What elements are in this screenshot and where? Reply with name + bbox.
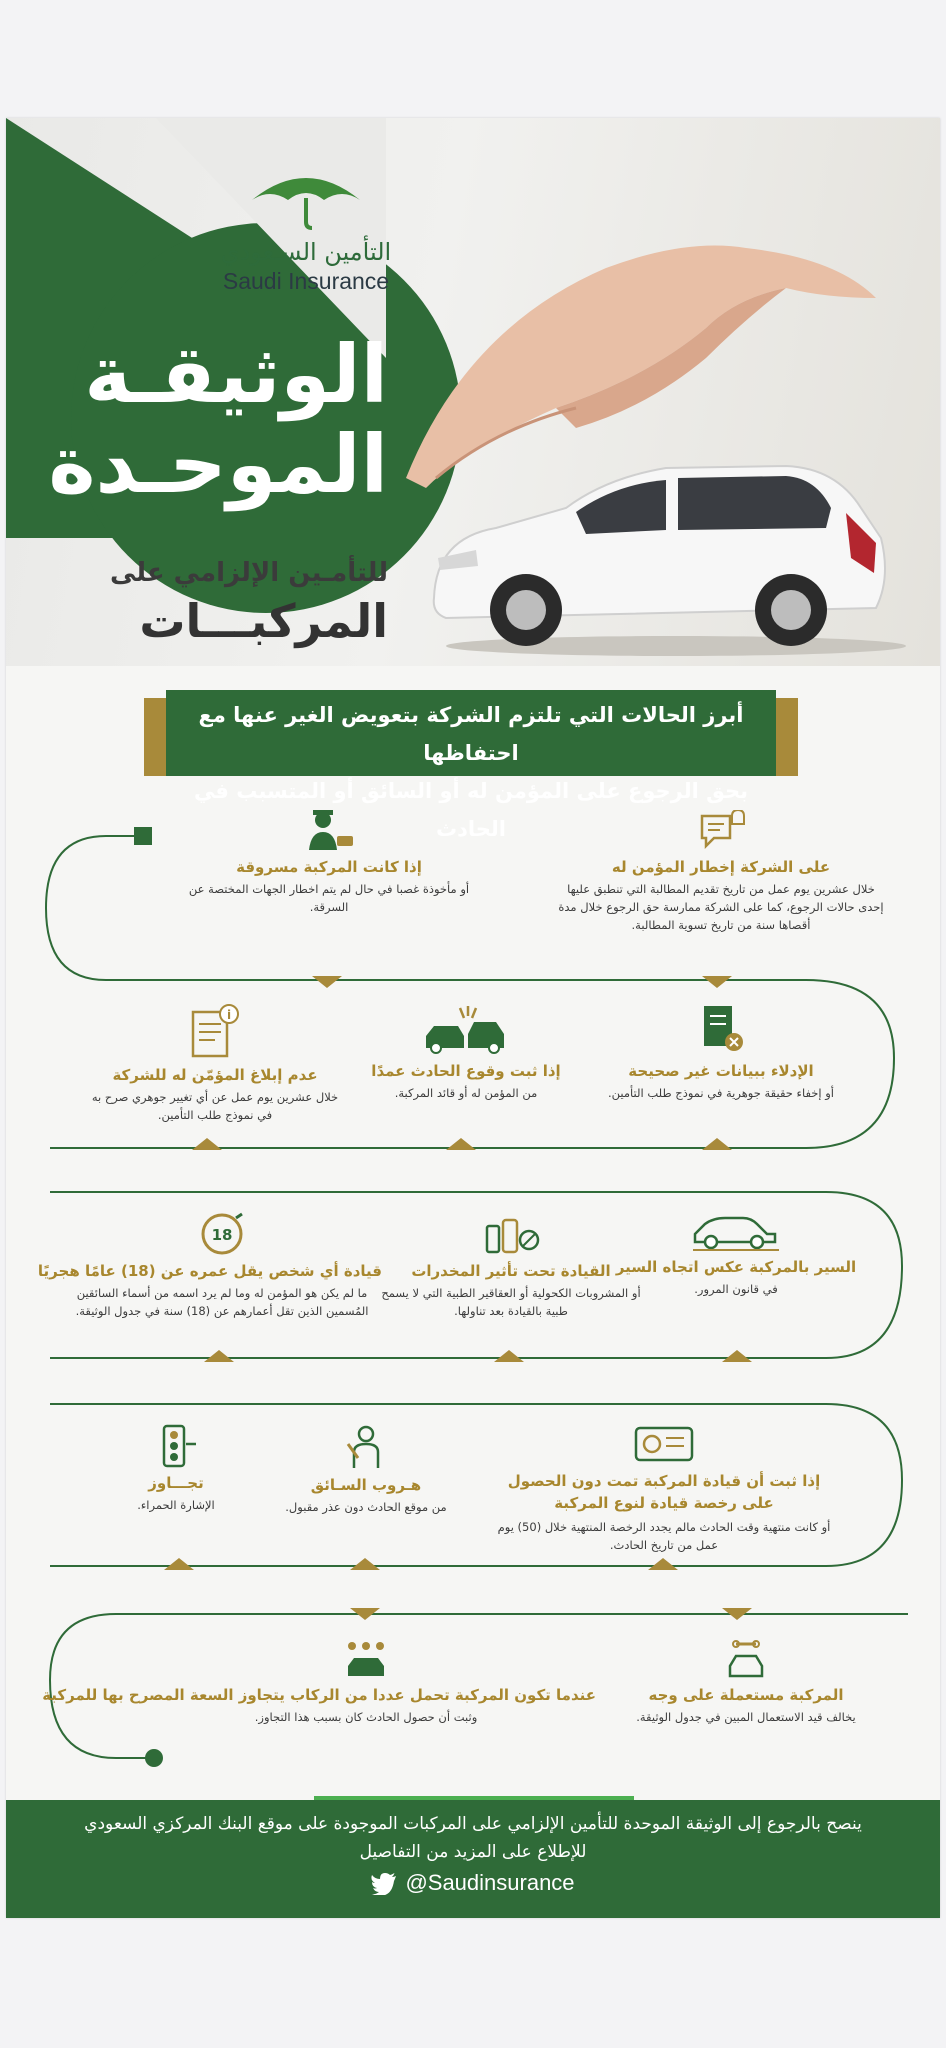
infographic-sheet — [6, 118, 940, 1918]
license-card-icon — [634, 1424, 694, 1464]
case-description: وثبت أن حصول الحادث كان بسبب هذا التجاوز. — [254, 1710, 478, 1724]
footer — [6, 1800, 940, 1918]
case-description: الإشارة الحمراء. — [137, 1498, 215, 1512]
hero-title-line1: الوثيقـة — [84, 328, 388, 421]
twitter-handle-text: @Saudinsurance — [405, 1870, 575, 1895]
case-hit-and-run — [266, 1424, 466, 1516]
case-title: إذا كانت المركبة مسروقة — [236, 858, 422, 876]
case-description: ما لم يكن هو المؤمن له وما لم يرد اسمه من أسماء السائقين المُسمين الذين تقل أعمارهم عن (18) سنة في جدول الوثيقة. — [75, 1286, 369, 1318]
case-description: أو مأخوذة غصبا في حال لم يتم اخطار الجهات المختصة عن السرقة. — [188, 882, 470, 914]
case-description: خلال عشرين يوم عمل عن أي تغيير جوهري صرح به في نموذج طلب التأمين. — [91, 1090, 339, 1122]
timeline-arrow — [312, 976, 342, 988]
notification-icon — [696, 810, 746, 852]
timeline-arrow — [702, 1138, 732, 1150]
case-overloaded — [42, 1640, 596, 1726]
hero-title-line2: الموحـدة — [48, 418, 388, 511]
case-title: الإدلاء ببيانات غير صحيحة — [628, 1062, 814, 1080]
case-description: من المؤمن له أو قائد المركبة. — [394, 1086, 538, 1100]
traffic-light-icon — [154, 1424, 198, 1468]
case-description: أو إخفاء حقيقة جوهرية في نموذج طلب التأمين. — [608, 1086, 834, 1100]
case-title: إذا ثبت وقوع الحادث عمدًا — [371, 1062, 561, 1080]
case-description: أو المشروبات الكحولية أو العقاقير الطبية التي لا يسمح طبية بالقيادة بعد تناولها. — [381, 1286, 641, 1318]
case-title: المركبة مستعملة على وجه — [648, 1686, 844, 1704]
case-red-light — [106, 1424, 246, 1514]
age-18-icon — [200, 1212, 244, 1256]
timeline-arrow — [722, 1350, 752, 1362]
case-description: في قانون المرور. — [694, 1282, 778, 1296]
case-title: قيادة أي شخص يقل عمره عن (18) عامًا هجريًا — [37, 1262, 382, 1280]
drugs-icon — [481, 1212, 541, 1256]
svg-text:i: i — [226, 1008, 232, 1022]
case-title: على الشركة إخطار المؤمن له — [611, 858, 831, 876]
case-title: هـروب السـائق — [310, 1476, 422, 1494]
timeline-arrow — [722, 1608, 752, 1620]
case-misuse — [626, 1640, 866, 1726]
driver-escape-icon — [344, 1424, 388, 1470]
timeline-arrow — [446, 1138, 476, 1150]
case-title: القيادة تحت تأثير المخدرات — [411, 1262, 611, 1280]
passengers-car-icon — [342, 1640, 390, 1680]
section-title-line1: أبرز الحالات التي تلتزم الشركة بتعويض الغير عنها مع احتفاظها — [198, 703, 744, 765]
twitter-handle[interactable] — [6, 1870, 940, 1896]
hero-subtitle-line2: المركبـــات — [139, 594, 388, 648]
case-title: عدم إبلاغ المؤمّن له للشركة — [112, 1066, 318, 1084]
case-description: من موقع الحادث دون عذر مقبول. — [285, 1500, 447, 1514]
case-description: خلال عشرين يوم عمل من تاريخ تقديم المطالبة التي تنطبق عليها إحدى حالات الرجوع، كما على الشركة ممارسة حق الرجوع خلال مدة أقصاها سنة من تاريخ تسوية المطالبة. — [558, 882, 884, 932]
timeline-arrow — [648, 1558, 678, 1570]
case-title: السير بالمركبة عكس اتجاه السير — [615, 1258, 857, 1276]
timeline-arrow — [350, 1608, 380, 1620]
case-title: إذا ثبت أن قيادة المركبة تمت دون الحصول على رخصة قيادة لنوع المركبة — [507, 1472, 821, 1512]
brand-name-arabic: التأمين السـعودي — [220, 238, 392, 266]
footer-note-line2: للإطلاع على المزيد من التفاصيل — [359, 1842, 587, 1862]
car-collision-icon — [424, 1004, 508, 1056]
document-info-icon — [189, 1004, 241, 1060]
timeline-arrow — [494, 1350, 524, 1362]
timeline-arrow — [164, 1558, 194, 1570]
case-false-data — [576, 1004, 866, 1102]
timeline-arrow — [350, 1558, 380, 1570]
timeline-arrow — [702, 976, 732, 988]
case-intentional-accident — [346, 1004, 586, 1102]
case-notify-insured — [556, 810, 886, 934]
timeline-arrow — [192, 1138, 222, 1150]
case-description: يخالف قيد الاستعمال المبين في جدول الوثيقة. — [636, 1710, 856, 1724]
case-underage-driver — [37, 1212, 382, 1320]
case-title: عندما تكون المركبة تحمل عددا من الركاب يتجاوز السعة المصرح بها للمركبة — [42, 1686, 596, 1704]
hero-subtitle-line1: للتأمـين الإلزامي على — [109, 558, 388, 588]
case-stolen-vehicle — [184, 810, 474, 916]
footer-note-line1: ينصح بالرجوع إلى الوثيقة الموحدة للتأمين الإلزامي على المركبات الموجودة على موقع البنك المركزي السعودي — [84, 1814, 862, 1834]
car-wrench-icon — [724, 1640, 768, 1680]
case-no-notification — [90, 1004, 340, 1124]
svg-text:18: 18 — [211, 1226, 233, 1244]
case-description: أو كانت منتهية وقت الحادث مالم يجدد الرخصة المنتهية خلال (50) يوم عمل من تاريخ الحادث. — [497, 1520, 831, 1552]
case-under-influence — [376, 1212, 646, 1320]
false-document-icon — [696, 1004, 746, 1056]
case-no-license — [494, 1424, 834, 1554]
twitter-icon — [371, 1873, 397, 1895]
timeline-arrow — [204, 1350, 234, 1362]
car-thief-icon — [303, 810, 355, 852]
wrong-way-car-icon — [691, 1212, 781, 1252]
section-title-line2: بحق الرجوع على المؤمن له أو السائق أو المتسبب في الحادث — [193, 779, 749, 841]
case-title: تجـــاوز — [148, 1474, 204, 1492]
brand-name-english: Saudi Insurance — [222, 268, 390, 294]
